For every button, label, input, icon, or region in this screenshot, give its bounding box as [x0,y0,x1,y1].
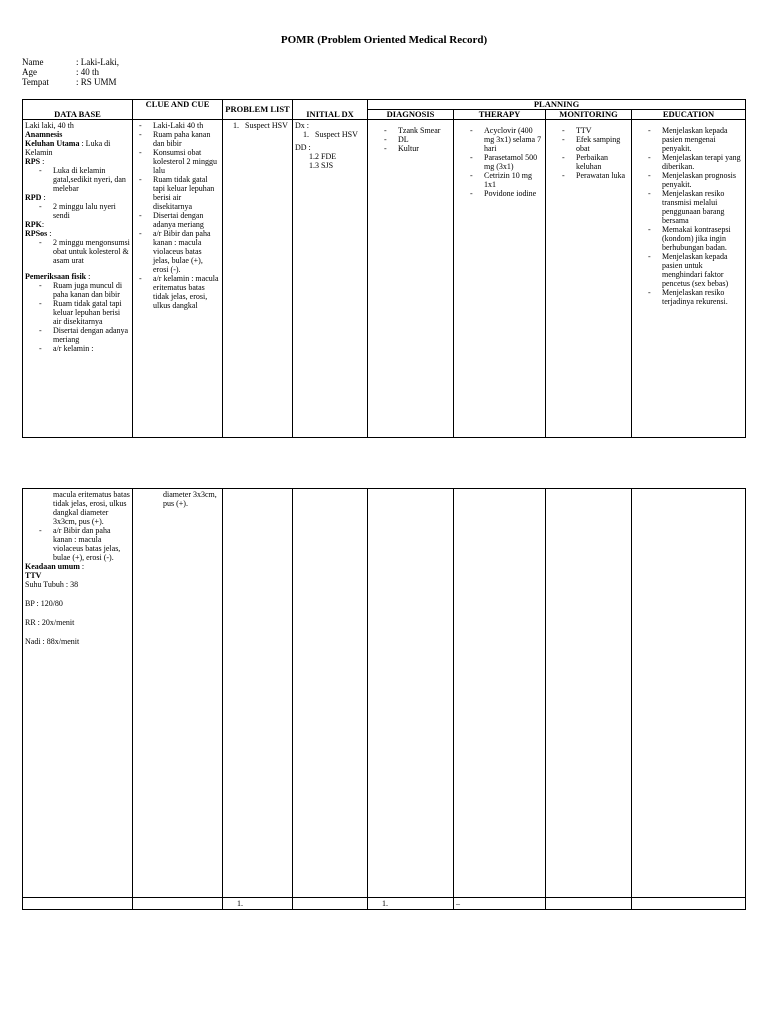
clue-cont-cell [133,489,223,898]
footer-therapy: – [454,898,546,910]
diagnosis-item: - Tzank Smear [370,126,451,135]
dx-list [295,130,365,139]
vital-rr: RR : 20x/menit [25,618,75,627]
pemeriksaan-label: Pemeriksaan fisik [25,272,87,281]
place-label: Tempat [22,77,49,87]
dd-label: DD : [295,143,311,152]
pemeriksaan-row: Pemeriksaan fisik : [25,272,91,281]
database-cont-list [25,526,130,562]
rpsos-item: - 2 minggu mengonsumsi obat untuk kolesterol & asam urat [25,238,130,265]
footer-initial-dx [293,898,368,910]
education-list [634,126,743,306]
age-value: : 40 th [76,67,100,77]
ttv-label: TTV [25,571,42,580]
footer-database [23,898,133,910]
therapy-list [456,126,543,198]
patient-place-row [22,77,119,87]
education-item: - Menjelaskan prognosis penyakit. [634,171,743,189]
name-label: Name [22,57,44,67]
problem-cont-cell [223,489,293,898]
initial-dx-cell [293,120,368,438]
monitoring-item: - Perbaikan keluhan [548,153,629,171]
patient-name-row [22,57,119,67]
clue-cont-text: diameter 3x3cm, pus (+). [163,490,217,508]
database-cont-cell [23,489,133,898]
header-initial-dx: INITIAL DX [293,100,368,120]
database-cont-item: - a/r Bibir dan paha kanan : macula violaceus batas jelas, bulae (+), erosi (-). [25,526,130,562]
header-data-base: DATA BASE [23,100,133,120]
footer-monitoring [546,898,632,910]
therapy-cell [454,120,546,438]
monitoring-list [548,126,629,180]
dx-item: 1. Suspect HSV [303,130,358,139]
pemeriksaan-list [25,281,130,353]
therapy-item: - Acyclovir (400 mg 3x1) selama 7 hari [456,126,543,153]
rpk-label: RPK [25,220,42,229]
diagnosis-item: - DL [370,135,451,144]
name-value: : Laki-Laki, [76,57,119,67]
footer-diagnosis: 1. [368,898,454,910]
rpk-row: RPK: [25,220,45,229]
vital-temp: Suhu Tubuh : 38 [25,580,79,589]
dx-label: Dx : [295,121,309,130]
keluhan-value: : Luka di Kelamin [25,139,111,157]
age-label: Age [22,67,37,77]
therapy-item: - Povidone iodine [456,189,543,198]
vital-bp: BP : 120/80 [25,599,63,608]
place-value: : RS UMM [76,77,117,87]
database-line1: Laki laki, 40 th [25,121,74,130]
header-therapy: THERAPY [454,110,546,120]
education-cell [632,120,746,438]
education-cont-cell [632,489,746,898]
keadaan-row: Keadaan umum : [25,562,85,571]
therapy-item: - Parasetamol 500 mg (3x1) [456,153,543,171]
patient-age-row [22,67,119,77]
education-item: - Menjelaskan resiko terjadinya rekurensi. [634,288,743,306]
clue-cell [133,120,223,438]
diagnosis-cell [368,120,454,438]
therapy-item: - Cetrizin 10 mg 1x1 [456,171,543,189]
education-item: - Menjelaskan kepada pasien untuk menghindari faktor pencetus (sex bebas) [634,252,743,288]
rps-label: RPS [25,157,41,166]
rpd-item: - 2 minggu lalu nyeri sendi [25,202,130,220]
rps-item: - Luka di kelamin gatal,sedikit nyeri, dan melebar [25,166,130,193]
problem-list [225,121,290,130]
clue-item: - Disertai dengan adanya meriang [135,211,220,229]
education-item: - Memakai kontrasepsi (kondom) jika ingin berhubungan badan. [634,225,743,252]
rps-row: RPS : [25,157,45,166]
diagnosis-list [370,126,451,153]
education-item: - Menjelaskan kepada pasien mengenai penyakit. [634,126,743,153]
patient-info [22,57,119,87]
anamnesis-label: Anamnesis [25,130,63,139]
monitoring-item: - TTV [548,126,629,135]
rpsos-list [25,238,130,265]
pomr-table-page2 [22,488,746,910]
clue-item: - Ruam paha kanan dan bibir [135,130,220,148]
clue-item: - Konsumsi obat kolesterol 2 minggu lalu [135,148,220,175]
dd-item: 1.3 SJS [309,161,334,170]
page-title: POMR (Problem Oriented Medical Record) [280,34,488,46]
footer-clue [133,898,223,910]
header-diagnosis: DIAGNOSIS [368,110,454,120]
vital-pulse: Nadi : 88x/menit [25,637,80,646]
pomr-table-page1 [22,99,746,438]
monitoring-item: - Efek samping obat [548,135,629,153]
problem-list-cell [223,120,293,438]
database-cell [23,120,133,438]
rpd-list [25,202,130,220]
rpd-row: RPD : [25,193,46,202]
footer-education [632,898,746,910]
clue-list [135,121,220,310]
clue-item: - a/r Bibir dan paha kanan : macula violaceus batas jelas, bulae (+), erosi (-). [135,229,220,274]
keluhan-label: Keluhan Utama [25,139,80,148]
clue-item: - a/r kelamin : macula eritematus batas tidak jelas, erosi, ulkus dangkal [135,274,220,310]
header-problem-list: PROBLEM LIST [223,100,293,120]
database-cont-text: macula eritematus batas tidak jelas, erosi, ulkus dangkal diameter 3x3cm, pus (+). [53,490,130,526]
rpsos-row: RPSos : [25,229,52,238]
header-monitoring: MONITORING [546,110,632,120]
dd-item: 1.2 FDE [309,152,337,161]
monitoring-item: - Perawatan luka [548,171,629,180]
education-item: - Menjelaskan resiko transmisi melalui penggunaan barang bersama [634,189,743,225]
rps-list [25,166,130,193]
rpsos-label: RPSos [25,229,48,238]
pemeriksaan-item: - Ruam juga muncul di paha kanan dan bibir [25,281,130,299]
problem-item: 1. Suspect HSV [233,121,288,130]
diagnosis-item: - Kultur [370,144,451,153]
pemeriksaan-item: - Ruam tidak gatal tapi keluar lepuhan berisi air disekitarnya [25,299,130,326]
clue-item: - Ruam tidak gatal tapi keluar lepuhan berisi air disekitarnya [135,175,220,211]
clue-item: - Laki-Laki 40 th [135,121,220,130]
diagnosis-cont-cell [368,489,454,898]
keluhan-row [25,139,130,157]
initial-dx-cont-cell [293,489,368,898]
pemeriksaan-item: - a/r kelamin : [25,344,130,353]
pemeriksaan-item: - Disertai dengan adanya meriang [25,326,130,344]
footer-problem: 1. [223,898,293,910]
rpd-label: RPD [25,193,42,202]
monitoring-cont-cell [546,489,632,898]
education-item: - Menjelaskan terapi yang diberikan. [634,153,743,171]
therapy-cont-cell [454,489,546,898]
header-education: EDUCATION [632,110,746,120]
header-clue: CLUE AND CUE [133,100,223,120]
keadaan-label: Keadaan umum [25,562,80,571]
monitoring-cell [546,120,632,438]
header-planning: PLANNING [368,100,746,110]
